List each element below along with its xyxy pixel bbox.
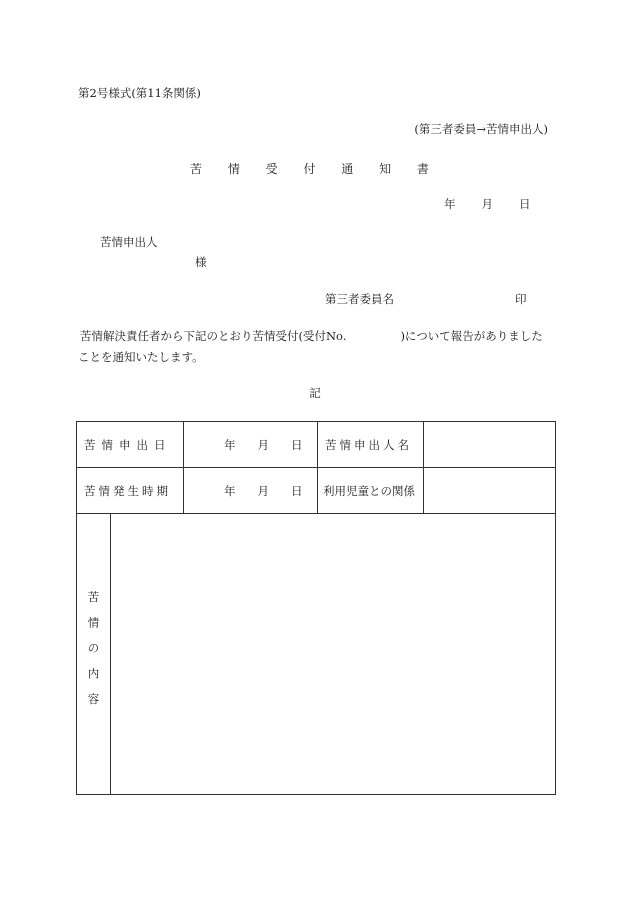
body-text-line1 (80, 331, 543, 343)
ki-heading: 記 (309, 386, 321, 400)
occurrence-date-month: 月 (257, 483, 269, 498)
relationship-label: 利用児童との関係 (323, 483, 415, 498)
body-text-line2: ことを通知いたします。 (78, 350, 204, 364)
occurrence-period-label: 苦情発生時期 (84, 483, 171, 498)
complaint-content-field[interactable] (111, 514, 555, 794)
issue-date (444, 199, 531, 211)
complaint-content-label-text: 苦情の内容 (86, 590, 101, 719)
occurrence-date-year: 年 (224, 483, 236, 498)
occurrence-date-day: 日 (291, 483, 303, 498)
complainant-label: 苦情申出人 (100, 235, 158, 249)
date-month: 月 (481, 197, 493, 211)
honorific: 様 (195, 255, 207, 269)
complainant-name-field[interactable] (424, 422, 555, 467)
complaint-date-field[interactable] (184, 422, 317, 467)
complaint-date-year: 年 (224, 437, 236, 452)
document-title: 苦 情 受 付 通 知 書 (190, 162, 440, 176)
occurrence-date-field[interactable] (184, 468, 317, 513)
complaint-date-month: 月 (257, 437, 269, 452)
committee-name-label: 第三者委員名 (325, 292, 394, 306)
body-text-part1: 苦情解決責任者から下記のとおり苦情受付(受付No. (80, 329, 347, 343)
complaint-content-label (77, 514, 110, 795)
complaint-date-day: 日 (291, 437, 303, 452)
date-year: 年 (444, 197, 456, 211)
routing-note: (第三者委員→苦情申出人) (414, 122, 548, 136)
date-day: 日 (519, 197, 531, 211)
relationship-field[interactable] (424, 468, 555, 513)
body-text-part2: )について報告がありました (400, 329, 543, 343)
seal-mark: 印 (515, 292, 527, 306)
form-number: 第2号様式(第11条関係) (78, 86, 201, 100)
complaint-date-label: 苦情申出日 (84, 437, 172, 452)
details-table (76, 421, 556, 795)
complainant-name-label: 苦情申出人名 (325, 437, 412, 452)
